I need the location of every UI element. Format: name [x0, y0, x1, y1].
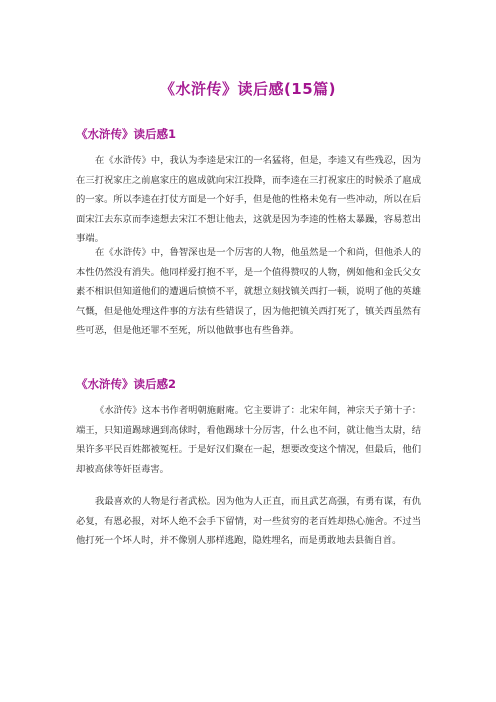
paragraph-1-1: 在《水浒传》中，我认为李逵是宋江的一名猛将，但是，李逵又有些残忍，因为在三打祝家庄之前扈家庄的扈成就向宋江投降，而李逵在三打祝家庄的时候杀了扈成的一家。所以李逵在打仗方面是一个好手，但是他的性格未免有一些冲动，所以在后面宋江去东京而李逵想去宋江不想让他去，这就是因为李逵的性格太暴躁，容易惹出事端。 — [76, 155, 421, 245]
document-title: 《水浒传》读后感(15篇) — [159, 80, 337, 98]
paragraph-2-2: 我最喜欢的人物是行者武松。因为他为人正直，而且武艺高强，有勇有谋，有仇必复，有恩必报，对坏人绝不会手下留情，对一些贫穷的老百姓却热心施舍。不过当他打死一个坏人时，并不像别人那样逃跑，隐姓埋名，而是勇敢地去县衙自首。 — [76, 496, 421, 547]
section-heading-1: 《水浒传》读后感1 — [76, 127, 177, 141]
paragraph-2-1: 《水浒传》这本书作者明朝施耐庵。它主要讲了：北宋年间，神宗天子第十子：端王，只知道踢球遇到高俅时，看他踢球十分厉害，什么也不问，就让他当太尉，结果许多平民百姓都被冤枉。于是好汉们聚在一起，想要改变这个情况，但最后，他们却被高俅等奸臣毒害。 — [76, 405, 421, 475]
section-heading-2: 《水浒传》读后感2 — [76, 377, 177, 391]
paragraph-1-2: 在《水浒传》中，鲁智深也是一个厉害的人物，他虽然是一个和尚，但他杀人的本性仍然没有消失。他同样爱打抱不平，是一个值得赞叹的人物，例如他和金氏父女素不相识但知道他们的遭遇后愤愤不平，就想立刻找镇关西打一顿，说明了他的英雄气慨，但是他处理这件事的方法有些错误了，因为他把镇关西打死了，镇关西虽然有些可恶，但是他还罪不至死，所以他做事也有些鲁莽。 — [76, 247, 421, 337]
